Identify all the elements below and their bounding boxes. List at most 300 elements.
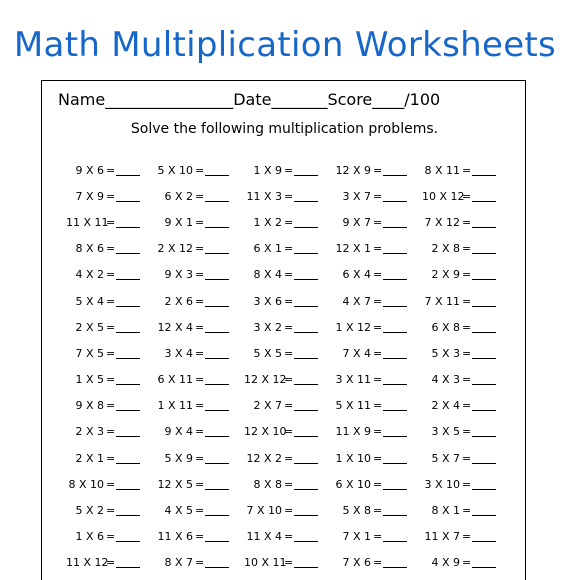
problem-expression: 3 X 4 bbox=[164, 346, 193, 360]
equals-sign: = bbox=[284, 320, 294, 334]
problem-item bbox=[422, 157, 511, 183]
answer-blank[interactable] bbox=[383, 322, 407, 333]
problem-expression: 5 X 5 bbox=[253, 346, 282, 360]
problem-item bbox=[155, 262, 244, 288]
equals-sign: = bbox=[106, 504, 116, 518]
equals-sign: = bbox=[373, 320, 383, 334]
problem-expression: 8 X 7 bbox=[164, 556, 193, 570]
answer-blank[interactable] bbox=[294, 296, 318, 307]
problem-item bbox=[333, 262, 422, 288]
answer-blank[interactable] bbox=[383, 479, 407, 490]
problem-expression: 2 X 8 bbox=[431, 242, 460, 256]
answer-blank[interactable] bbox=[294, 479, 318, 490]
equals-sign: = bbox=[462, 215, 472, 229]
problem-expression: 11 X 4 bbox=[246, 530, 282, 544]
problem-item bbox=[66, 445, 155, 471]
problem-expression: 10 X 12 bbox=[422, 189, 465, 203]
problem-expression: 6 X 2 bbox=[164, 189, 193, 203]
answer-blank[interactable] bbox=[472, 505, 496, 516]
problem-item bbox=[422, 314, 511, 340]
equals-sign: = bbox=[106, 215, 116, 229]
answer-blank[interactable] bbox=[472, 322, 496, 333]
answer-blank[interactable] bbox=[294, 243, 318, 254]
name-field: Name________________ bbox=[58, 90, 234, 109]
answer-blank[interactable] bbox=[116, 243, 140, 254]
equals-sign: = bbox=[106, 242, 116, 256]
equals-sign: = bbox=[284, 504, 294, 518]
problem-item bbox=[333, 524, 422, 550]
problem-expression: 8 X 8 bbox=[253, 477, 282, 491]
problem-item bbox=[422, 497, 511, 523]
answer-blank[interactable] bbox=[116, 296, 140, 307]
problem-expression: 2 X 12 bbox=[157, 242, 193, 256]
problem-expression: 12 X 9 bbox=[335, 163, 371, 177]
equals-sign: = bbox=[195, 242, 205, 256]
equals-sign: = bbox=[373, 373, 383, 387]
equals-sign: = bbox=[284, 346, 294, 360]
problem-expression: 12 X 10 bbox=[244, 425, 287, 439]
problem-item bbox=[333, 314, 422, 340]
problem-expression: 11 X 12 bbox=[66, 556, 109, 570]
equals-sign: = bbox=[284, 294, 294, 308]
answer-blank[interactable] bbox=[383, 453, 407, 464]
answer-blank[interactable] bbox=[383, 531, 407, 542]
problem-expression: 7 X 9 bbox=[75, 189, 104, 203]
problem-expression: 4 X 2 bbox=[75, 268, 104, 282]
equals-sign: = bbox=[373, 399, 383, 413]
problem-item bbox=[155, 157, 244, 183]
equals-sign: = bbox=[284, 268, 294, 282]
problem-expression: 3 X 10 bbox=[424, 477, 460, 491]
problem-expression: 1 X 6 bbox=[75, 530, 104, 544]
problem-expression: 9 X 7 bbox=[342, 215, 371, 229]
answer-blank[interactable] bbox=[116, 165, 140, 176]
problem-item bbox=[244, 367, 333, 393]
problem-expression: 9 X 4 bbox=[164, 425, 193, 439]
answer-blank[interactable] bbox=[472, 165, 496, 176]
problem-item bbox=[333, 419, 422, 445]
answer-blank[interactable] bbox=[116, 531, 140, 542]
worksheet-sheet bbox=[41, 80, 526, 580]
equals-sign: = bbox=[462, 268, 472, 282]
answer-blank[interactable] bbox=[472, 217, 496, 228]
answer-blank[interactable] bbox=[294, 348, 318, 359]
problem-item bbox=[422, 367, 511, 393]
problem-expression: 2 X 6 bbox=[164, 294, 193, 308]
answer-blank[interactable] bbox=[116, 453, 140, 464]
answer-blank[interactable] bbox=[116, 217, 140, 228]
problem-expression: 1 X 5 bbox=[75, 373, 104, 387]
problem-item bbox=[66, 314, 155, 340]
equals-sign: = bbox=[106, 268, 116, 282]
problem-item bbox=[155, 419, 244, 445]
problem-item bbox=[244, 288, 333, 314]
problem-expression: 7 X 10 bbox=[246, 504, 282, 518]
problem-expression: 1 X 10 bbox=[335, 451, 371, 465]
answer-blank[interactable] bbox=[205, 453, 229, 464]
problem-item bbox=[422, 393, 511, 419]
answer-blank[interactable] bbox=[294, 217, 318, 228]
equals-sign: = bbox=[373, 268, 383, 282]
problem-expression: 5 X 7 bbox=[431, 451, 460, 465]
equals-sign: = bbox=[373, 163, 383, 177]
problem-expression: 11 X 9 bbox=[335, 425, 371, 439]
answer-blank[interactable] bbox=[383, 217, 407, 228]
problem-expression: 3 X 5 bbox=[431, 425, 460, 439]
problem-item bbox=[333, 157, 422, 183]
answer-blank[interactable] bbox=[472, 531, 496, 542]
equals-sign: = bbox=[462, 556, 472, 570]
problem-expression: 12 X 5 bbox=[157, 477, 193, 491]
equals-sign: = bbox=[373, 477, 383, 491]
answer-blank[interactable] bbox=[472, 479, 496, 490]
answer-blank[interactable] bbox=[205, 348, 229, 359]
problem-expression: 8 X 4 bbox=[253, 268, 282, 282]
problem-item bbox=[155, 288, 244, 314]
problem-item bbox=[333, 288, 422, 314]
answer-blank[interactable] bbox=[472, 557, 496, 568]
problem-expression: 4 X 5 bbox=[164, 504, 193, 518]
problem-item bbox=[66, 209, 155, 235]
problem-item bbox=[244, 236, 333, 262]
problem-expression: 11 X 11 bbox=[66, 215, 109, 229]
equals-sign: = bbox=[284, 556, 294, 570]
problem-item bbox=[66, 419, 155, 445]
equals-sign: = bbox=[195, 189, 205, 203]
problem-expression: 1 X 9 bbox=[253, 163, 282, 177]
problem-expression: 3 X 7 bbox=[342, 189, 371, 203]
problem-item bbox=[155, 367, 244, 393]
equals-sign: = bbox=[462, 399, 472, 413]
problem-expression: 8 X 6 bbox=[75, 242, 104, 256]
answer-blank[interactable] bbox=[116, 374, 140, 385]
equals-sign: = bbox=[373, 556, 383, 570]
problem-item bbox=[244, 340, 333, 366]
equals-sign: = bbox=[106, 451, 116, 465]
problem-item bbox=[66, 367, 155, 393]
problem-expression: 5 X 4 bbox=[75, 294, 104, 308]
problem-expression: 12 X 4 bbox=[157, 320, 193, 334]
answer-blank[interactable] bbox=[205, 269, 229, 280]
answer-blank[interactable] bbox=[205, 243, 229, 254]
equals-sign: = bbox=[373, 530, 383, 544]
equals-sign: = bbox=[462, 530, 472, 544]
answer-blank[interactable] bbox=[116, 322, 140, 333]
problem-item bbox=[155, 236, 244, 262]
answer-blank[interactable] bbox=[205, 479, 229, 490]
equals-sign: = bbox=[106, 320, 116, 334]
problem-expression: 11 X 6 bbox=[157, 530, 193, 544]
problem-item bbox=[333, 497, 422, 523]
answer-blank[interactable] bbox=[383, 557, 407, 568]
answer-blank[interactable] bbox=[116, 426, 140, 437]
problem-item bbox=[244, 209, 333, 235]
answer-blank[interactable] bbox=[383, 374, 407, 385]
problem-expression: 2 X 3 bbox=[75, 425, 104, 439]
equals-sign: = bbox=[195, 477, 205, 491]
answer-blank[interactable] bbox=[205, 531, 229, 542]
answer-blank[interactable] bbox=[205, 505, 229, 516]
answer-blank[interactable] bbox=[472, 296, 496, 307]
problem-item bbox=[66, 236, 155, 262]
problem-expression: 4 X 7 bbox=[342, 294, 371, 308]
problem-expression: 7 X 5 bbox=[75, 346, 104, 360]
problem-expression: 3 X 6 bbox=[253, 294, 282, 308]
answer-blank[interactable] bbox=[472, 269, 496, 280]
problem-item bbox=[155, 209, 244, 235]
answer-blank[interactable] bbox=[116, 269, 140, 280]
equals-sign: = bbox=[195, 556, 205, 570]
answer-blank[interactable] bbox=[205, 191, 229, 202]
equals-sign: = bbox=[106, 425, 116, 439]
problem-expression: 9 X 1 bbox=[164, 215, 193, 229]
student-info-line bbox=[58, 87, 518, 113]
problem-item bbox=[333, 209, 422, 235]
problem-item bbox=[422, 236, 511, 262]
problem-item bbox=[66, 497, 155, 523]
problem-expression: 2 X 4 bbox=[431, 399, 460, 413]
problem-item bbox=[155, 393, 244, 419]
equals-sign: = bbox=[462, 504, 472, 518]
problem-expression: 9 X 8 bbox=[75, 399, 104, 413]
answer-blank[interactable] bbox=[116, 557, 140, 568]
answer-blank[interactable] bbox=[294, 531, 318, 542]
problem-item bbox=[244, 550, 333, 576]
problem-item bbox=[155, 340, 244, 366]
answer-blank[interactable] bbox=[472, 348, 496, 359]
problem-item bbox=[66, 183, 155, 209]
equals-sign: = bbox=[195, 425, 205, 439]
equals-sign: = bbox=[284, 530, 294, 544]
problem-expression: 1 X 2 bbox=[253, 215, 282, 229]
equals-sign: = bbox=[106, 294, 116, 308]
problem-expression: 12 X 12 bbox=[244, 373, 287, 387]
problem-expression: 4 X 9 bbox=[431, 556, 460, 570]
date-field: Date_______ bbox=[233, 90, 328, 109]
problem-expression: 9 X 6 bbox=[75, 163, 104, 177]
problem-item bbox=[422, 471, 511, 497]
equals-sign: = bbox=[195, 346, 205, 360]
problem-expression: 5 X 9 bbox=[164, 451, 193, 465]
problem-item bbox=[333, 393, 422, 419]
problem-item bbox=[244, 497, 333, 523]
equals-sign: = bbox=[106, 346, 116, 360]
problem-item bbox=[155, 445, 244, 471]
problem-expression: 10 X 11 bbox=[244, 556, 287, 570]
score-field: Score____/100 bbox=[327, 90, 441, 109]
equals-sign: = bbox=[462, 425, 472, 439]
answer-blank[interactable] bbox=[294, 400, 318, 411]
problem-expression: 12 X 1 bbox=[335, 242, 371, 256]
answer-blank[interactable] bbox=[383, 296, 407, 307]
problem-expression: 11 X 3 bbox=[246, 189, 282, 203]
answer-blank[interactable] bbox=[205, 374, 229, 385]
answer-blank[interactable] bbox=[472, 243, 496, 254]
equals-sign: = bbox=[462, 294, 472, 308]
answer-blank[interactable] bbox=[116, 400, 140, 411]
answer-blank[interactable] bbox=[472, 453, 496, 464]
answer-blank[interactable] bbox=[294, 505, 318, 516]
problem-item bbox=[244, 445, 333, 471]
problem-expression: 7 X 1 bbox=[342, 530, 371, 544]
equals-sign: = bbox=[195, 268, 205, 282]
answer-blank[interactable] bbox=[116, 479, 140, 490]
equals-sign: = bbox=[284, 242, 294, 256]
answer-blank[interactable] bbox=[205, 165, 229, 176]
answer-blank[interactable] bbox=[205, 426, 229, 437]
answer-blank[interactable] bbox=[472, 191, 496, 202]
problem-expression: 6 X 4 bbox=[342, 268, 371, 282]
equals-sign: = bbox=[373, 242, 383, 256]
equals-sign: = bbox=[373, 346, 383, 360]
equals-sign: = bbox=[462, 373, 472, 387]
problem-item bbox=[333, 445, 422, 471]
answer-blank[interactable] bbox=[205, 296, 229, 307]
problem-item bbox=[422, 288, 511, 314]
answer-blank[interactable] bbox=[294, 191, 318, 202]
problem-item bbox=[66, 262, 155, 288]
problem-expression: 9 X 3 bbox=[164, 268, 193, 282]
answer-blank[interactable] bbox=[383, 269, 407, 280]
equals-sign: = bbox=[373, 215, 383, 229]
equals-sign: = bbox=[195, 163, 205, 177]
problem-item bbox=[155, 550, 244, 576]
equals-sign: = bbox=[106, 373, 116, 387]
answer-blank[interactable] bbox=[294, 322, 318, 333]
answer-blank[interactable] bbox=[472, 426, 496, 437]
problem-item bbox=[333, 367, 422, 393]
problem-item bbox=[422, 419, 511, 445]
problem-expression: 3 X 2 bbox=[253, 320, 282, 334]
equals-sign: = bbox=[195, 320, 205, 334]
equals-sign: = bbox=[462, 320, 472, 334]
equals-sign: = bbox=[106, 530, 116, 544]
problem-expression: 5 X 8 bbox=[342, 504, 371, 518]
problem-item bbox=[422, 340, 511, 366]
answer-blank[interactable] bbox=[294, 269, 318, 280]
problem-item bbox=[155, 524, 244, 550]
problem-expression: 7 X 4 bbox=[342, 346, 371, 360]
equals-sign: = bbox=[106, 399, 116, 413]
problem-item bbox=[66, 471, 155, 497]
answer-blank[interactable] bbox=[116, 191, 140, 202]
equals-sign: = bbox=[462, 346, 472, 360]
equals-sign: = bbox=[462, 189, 472, 203]
problem-item bbox=[244, 183, 333, 209]
equals-sign: = bbox=[284, 451, 294, 465]
answer-blank[interactable] bbox=[383, 243, 407, 254]
equals-sign: = bbox=[195, 215, 205, 229]
answer-blank[interactable] bbox=[116, 348, 140, 359]
problem-expression: 2 X 1 bbox=[75, 451, 104, 465]
answer-blank[interactable] bbox=[205, 322, 229, 333]
answer-blank[interactable] bbox=[383, 191, 407, 202]
equals-sign: = bbox=[373, 451, 383, 465]
equals-sign: = bbox=[284, 215, 294, 229]
equals-sign: = bbox=[284, 189, 294, 203]
answer-blank[interactable] bbox=[205, 400, 229, 411]
problem-item bbox=[244, 419, 333, 445]
problem-expression: 8 X 10 bbox=[68, 477, 104, 491]
problem-expression: 7 X 6 bbox=[342, 556, 371, 570]
problem-item bbox=[333, 471, 422, 497]
equals-sign: = bbox=[195, 294, 205, 308]
problem-item bbox=[155, 471, 244, 497]
problem-item bbox=[244, 157, 333, 183]
problem-item bbox=[66, 393, 155, 419]
problem-expression: 5 X 2 bbox=[75, 504, 104, 518]
problem-item bbox=[333, 550, 422, 576]
equals-sign: = bbox=[462, 242, 472, 256]
answer-blank[interactable] bbox=[116, 505, 140, 516]
answer-blank[interactable] bbox=[383, 165, 407, 176]
answer-blank[interactable] bbox=[294, 374, 318, 385]
answer-blank[interactable] bbox=[294, 453, 318, 464]
problem-expression: 5 X 10 bbox=[157, 163, 193, 177]
problem-item bbox=[244, 393, 333, 419]
answer-blank[interactable] bbox=[383, 400, 407, 411]
problem-item bbox=[66, 524, 155, 550]
answer-blank[interactable] bbox=[472, 400, 496, 411]
problem-expression: 11 X 7 bbox=[424, 530, 460, 544]
answer-blank[interactable] bbox=[294, 426, 318, 437]
problem-item bbox=[422, 262, 511, 288]
equals-sign: = bbox=[106, 556, 116, 570]
problem-expression: 8 X 11 bbox=[424, 163, 460, 177]
equals-sign: = bbox=[462, 477, 472, 491]
equals-sign: = bbox=[284, 399, 294, 413]
problem-expression: 8 X 1 bbox=[431, 504, 460, 518]
problem-expression: 7 X 11 bbox=[424, 294, 460, 308]
problem-expression: 2 X 7 bbox=[253, 399, 282, 413]
equals-sign: = bbox=[284, 373, 294, 387]
problem-item bbox=[333, 340, 422, 366]
problem-expression: 2 X 9 bbox=[431, 268, 460, 282]
answer-blank[interactable] bbox=[472, 374, 496, 385]
problem-expression: 5 X 3 bbox=[431, 346, 460, 360]
problem-expression: 3 X 11 bbox=[335, 373, 371, 387]
problem-item bbox=[155, 497, 244, 523]
answer-blank[interactable] bbox=[205, 557, 229, 568]
problem-expression: 6 X 8 bbox=[431, 320, 460, 334]
equals-sign: = bbox=[373, 425, 383, 439]
answer-blank[interactable] bbox=[205, 217, 229, 228]
problem-item bbox=[244, 471, 333, 497]
equals-sign: = bbox=[195, 451, 205, 465]
answer-blank[interactable] bbox=[383, 348, 407, 359]
answer-blank[interactable] bbox=[383, 505, 407, 516]
equals-sign: = bbox=[284, 477, 294, 491]
equals-sign: = bbox=[373, 294, 383, 308]
answer-blank[interactable] bbox=[294, 165, 318, 176]
problem-expression: 1 X 12 bbox=[335, 320, 371, 334]
problem-item bbox=[244, 524, 333, 550]
equals-sign: = bbox=[106, 163, 116, 177]
answer-blank[interactable] bbox=[383, 426, 407, 437]
problem-item bbox=[422, 209, 511, 235]
equals-sign: = bbox=[106, 189, 116, 203]
problem-item bbox=[333, 236, 422, 262]
problem-expression: 6 X 10 bbox=[335, 477, 371, 491]
equals-sign: = bbox=[195, 399, 205, 413]
answer-blank[interactable] bbox=[294, 557, 318, 568]
problem-item bbox=[422, 445, 511, 471]
problem-item bbox=[422, 550, 511, 576]
equals-sign: = bbox=[195, 373, 205, 387]
problem-item bbox=[422, 524, 511, 550]
equals-sign: = bbox=[106, 477, 116, 491]
problem-expression: 1 X 11 bbox=[157, 399, 193, 413]
